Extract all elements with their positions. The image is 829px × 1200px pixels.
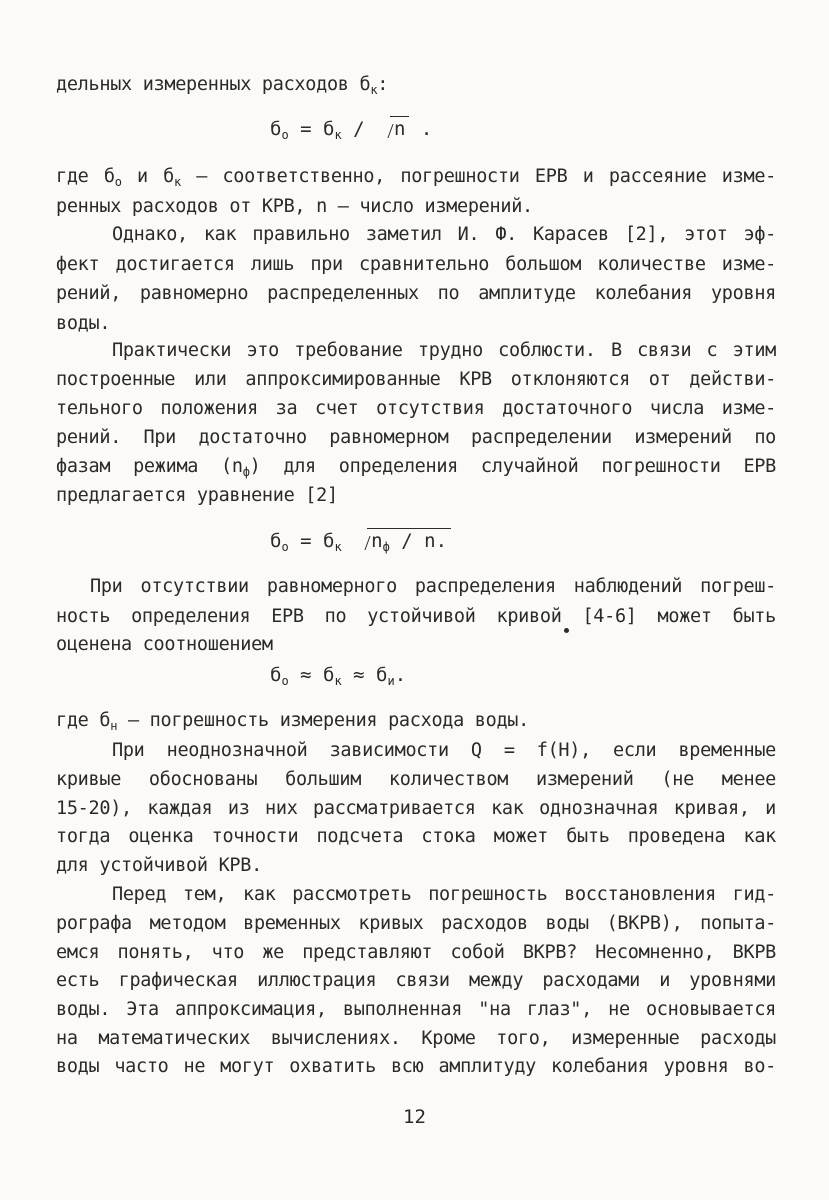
text-line: на математических вычислениях. Кроме того, измеренные расходы — [56, 1028, 776, 1049]
text-line: воды. — [56, 313, 111, 334]
text-line: для устойчивой КРВ. — [56, 855, 262, 876]
text-line: При неоднозначной зависимости Q = f(H), если временные — [112, 740, 776, 761]
text-line: где $б_о$ и $б_к$ – соответственно, погрешности ЕРВ и рассеяние изме- — [56, 166, 777, 189]
text-line: рений, равномерно распределенных по амплитуде колебания уровня — [56, 283, 776, 304]
text-line: где $б_н$ – погрешность измерения расхода воды. — [56, 710, 529, 733]
formula-1: $б_о = б_к / n$ . — [270, 118, 433, 142]
text-line: фект достигается лишь при сравнительно большом количестве изме- — [56, 254, 776, 275]
text-line: тельного положения за счет отсутствия достаточного числа изме- — [56, 398, 776, 419]
formula-3: $б_о \approx б_к \approx б_и$. — [270, 664, 407, 688]
text-line: Однако, как правильно заметил И. Ф. Карасев [2], этот эф- — [112, 224, 776, 245]
text-line: тогда оценка точности подсчета стока может быть проведена как — [56, 826, 776, 847]
text-line: емся понять, что же представляют собой ВКРВ? Несомненно, ВКРВ — [56, 942, 776, 963]
text-line: кривые обоснованы большим количеством измерений (не менее — [56, 769, 776, 790]
text-line: рографа методом временных кривых расходов воды (ВКРВ), попыта- — [56, 913, 776, 934]
text-line: При отсутствии равномерного распределения наблюдений погреш- — [90, 576, 776, 597]
formula-2: $б_о = б_к$ $n_ф$ / n. — [270, 528, 451, 559]
ink-dot — [564, 628, 569, 633]
text-line: ренных расходов от КРВ, n – число измерений. — [56, 196, 533, 217]
text-line: предлагается уравнение [2] — [56, 485, 338, 506]
text-line: есть графическая иллюстрация связи между расходами и уровнями — [56, 970, 776, 991]
text-line: воды. Эта аппроксимация, выполненная "на глаз", не основывается — [56, 999, 776, 1020]
text-line: рений. При достаточно равномерном распределении измерений по — [56, 427, 776, 448]
text-line: фазам режима $(n_ф)$ для определения случайной погрешности ЕРВ — [56, 456, 776, 479]
text-line: построенные или аппроксимированные КРВ отклоняются от действи- — [56, 369, 776, 390]
text-line: воды часто не могут охватить всю амплитуду колебания уровня во- — [56, 1056, 776, 1077]
text-line: 15-20), каждая из них рассматривается как однозначная кривая, и — [56, 798, 776, 819]
text-line: дельных измеренных расходов $б_к$: — [56, 74, 389, 97]
text-line: Практически это требование трудно соблюсти. В связи с этим — [112, 340, 776, 361]
page-number: 12 — [403, 1106, 426, 1128]
text-line: Перед тем, как рассмотреть погрешность восстановления гид- — [112, 884, 776, 905]
text-line: ность определения ЕРВ по устойчивой кривой [4-6] может быть — [56, 606, 776, 627]
text-line: оценена соотношением — [56, 634, 273, 655]
